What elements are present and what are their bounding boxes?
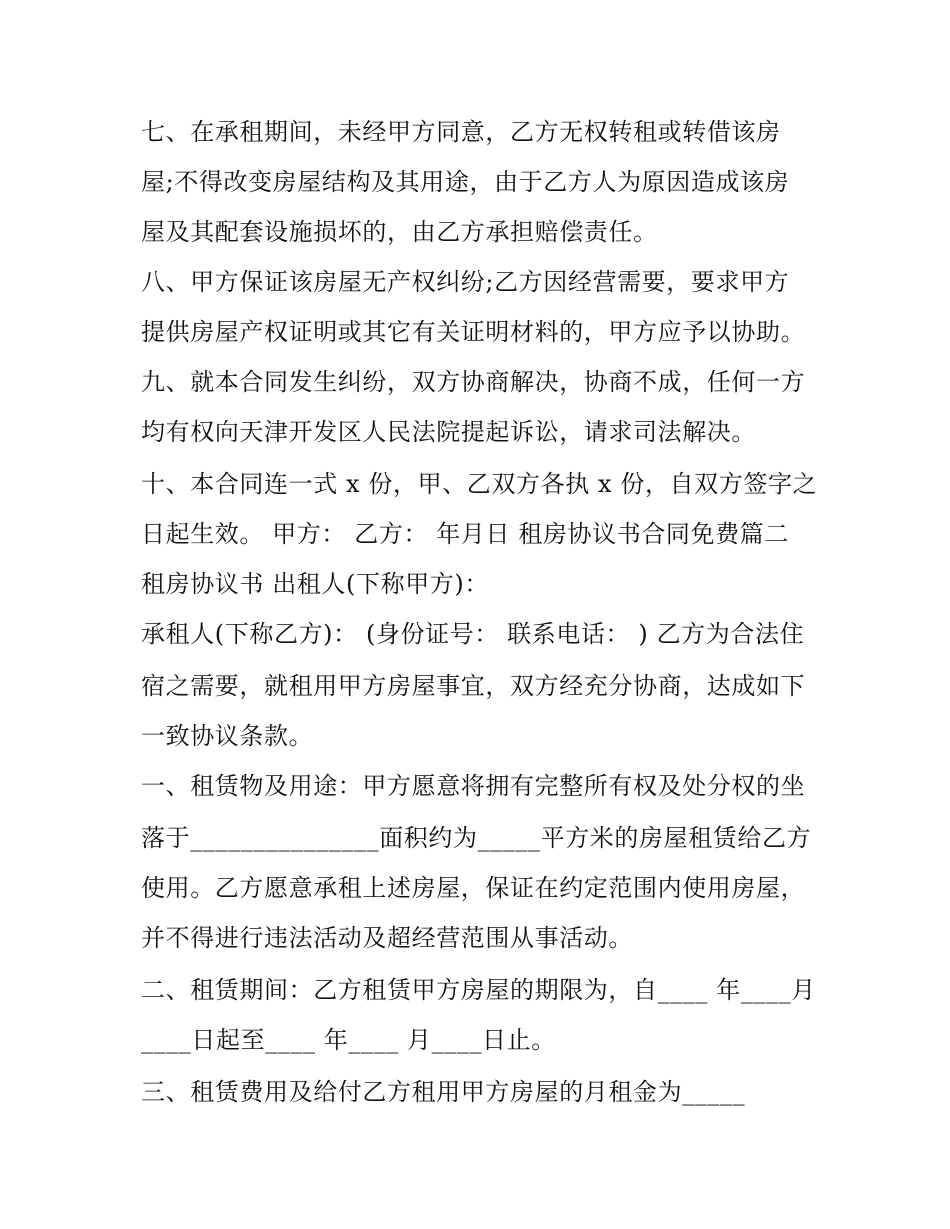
text-line: 一致协议条款。 [141, 722, 314, 750]
text-line: 十、本合同连一式 x 份，甲、乙双方各执 x 份，自双方签字之 [141, 470, 818, 498]
text-line: 二、租赁期间：乙方租赁甲方房屋的期限为，自____ 年____月 [141, 976, 816, 1004]
text-line: ____日起至____ 年____ 月____日止。 [141, 1026, 556, 1054]
text-line: 并不得进行违法活动及超经营范围从事活动。 [141, 924, 633, 952]
text-line: 日起生效。 甲方： 乙方： 年月日 租房协议书合同免费篇二 [141, 520, 789, 548]
text-line: 租房协议书 出租人(下称甲方)： [141, 570, 489, 598]
text-line: 八、甲方保证该房屋无产权纠纷;乙方因经营需要，要求甲方 [141, 268, 790, 296]
text-line: 九、就本合同发生纠纷，双方协商解决，协商不成，任何一方 [141, 368, 806, 396]
text-line: 屋;不得改变房屋结构及其用途，由于乙方人为原因造成该房 [141, 168, 790, 196]
text-line: 屋及其配套设施损坏的，由乙方承担赔偿责任。 [141, 218, 658, 246]
text-line: 一、租赁物及用途：甲方愿意将拥有完整所有权及处分权的坐 [141, 772, 806, 800]
text-line: 提供房屋产权证明或其它有关证明材料的，甲方应予以协助。 [141, 318, 806, 346]
text-line: 承租人(下称乙方)： (身份证号： 联系电话： ) 乙方为合法住 [141, 620, 805, 648]
text-line: 七、在承租期间，未经甲方同意，乙方无权转租或转借该房 [141, 118, 781, 146]
text-line: 落于_______________面积约为_____平方米的房屋租赁给乙方 [141, 824, 812, 852]
text-line: 宿之需要，就租用甲方房屋事宜，双方经充分协商，达成如下 [141, 672, 806, 700]
text-line: 均有权向天津开发区人民法院提起诉讼，请求司法解决。 [141, 418, 756, 446]
text-line: 三、租赁费用及给付乙方租用甲方房屋的月租金为_____ [141, 1078, 746, 1106]
text-line: 使用。乙方愿意承租上述房屋，保证在约定范围内使用房屋， [141, 874, 806, 902]
